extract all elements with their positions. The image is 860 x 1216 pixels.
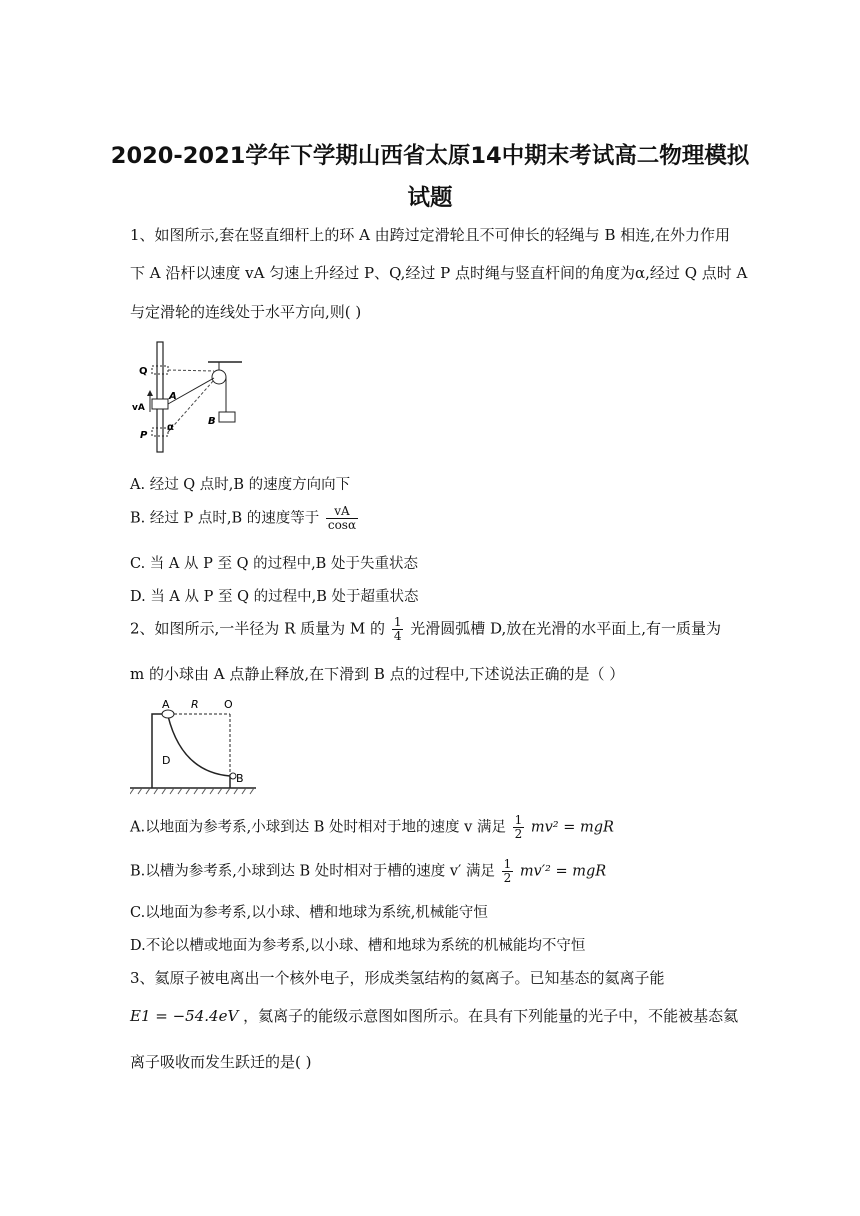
fig1-label-a: A [169, 391, 177, 402]
q2-option-b-half-denominator: 2 [503, 871, 512, 885]
q1-option-b-text: B. 经过 P 点时,B 的速度等于 [130, 510, 320, 527]
fig1-label-va: vA [132, 403, 145, 413]
q2-text-line-1 [130, 616, 721, 643]
fig1-label-alpha: α [167, 422, 174, 433]
q1-option-b-fraction [326, 505, 358, 532]
q2-option-d: D.不论以槽或地面为参考系,以小球、槽和地球为系统的机械能均不守恒 [130, 938, 586, 954]
fig2-label-a: A [162, 698, 170, 711]
q3-text-line-1: 3、氦原子被电离出一个核外电子，形成类氢结构的氦离子。已知基态的氦离子能 [130, 969, 665, 987]
q3-text-post: ，氦离子的能级示意图如图所示。在具有下列能量的光子中，不能被基态氦 [243, 1007, 739, 1025]
q1-option-a: A. 经过 Q 点时,B 的速度方向向下 [130, 477, 351, 493]
q2-option-a [130, 814, 614, 841]
q1-option-b-numerator: vA [326, 505, 358, 519]
q2-option-a-half-denominator: 2 [514, 827, 523, 841]
q2-arc-groove-figure [130, 694, 260, 798]
q2-text-post: 光滑圆弧槽 D,放在光滑的水平面上,有一质量为 [410, 619, 722, 638]
q2-quarter-numerator: 1 [393, 615, 402, 629]
q2-text-pre: 2、如图所示,一半径为 R 质量为 M 的 [130, 619, 386, 638]
fig1-label-q: Q [139, 366, 148, 377]
q1-option-b [130, 505, 360, 532]
q1-option-c: C. 当 A 从 P 至 Q 的过程中,B 处于失重状态 [130, 556, 418, 572]
q3-text-line-2 [130, 1005, 738, 1026]
q2-option-a-text: A.以地面为参考系,小球到达 B 处时相对于地的速度 v 满足 [130, 819, 506, 836]
q2-option-c: C.以地面为参考系,以小球、槽和地球为系统,机械能守恒 [130, 905, 488, 921]
q2-option-a-half-numerator: 1 [514, 813, 523, 827]
q2-quarter-fraction [392, 616, 404, 643]
q1-text-line-1: 1、如图所示,套在竖直细杆上的环 A 由跨过定滑轮且不可伸长的轻绳与 B 相连,在外力作用 [130, 226, 731, 244]
q3-text-line-3: 离子吸收而发生跃迁的是( ) [130, 1053, 312, 1071]
q1-pulley-figure [130, 340, 250, 454]
q1-text-line-3: 与定滑轮的连线处于水平方向,则( ) [130, 303, 362, 321]
q1-option-b-denominator: cosα [327, 518, 357, 532]
q2-text-line-2: m 的小球由 A 点静止释放,在下滑到 B 点的过程中,下述说法正确的是（ ） [130, 665, 625, 683]
title-line-2: 试题 [407, 185, 453, 211]
q2-option-a-half [513, 814, 525, 841]
fig2-label-d: D [162, 754, 171, 767]
q2-option-b-text: B.以槽为参考系,小球到达 B 处时相对于槽的速度 v′ 满足 [130, 863, 495, 880]
fig2-label-o: O [224, 698, 233, 711]
q1-text-line-2: 下 A 沿杆以速度 vA 匀速上升经过 P、Q,经过 P 点时绳与竖直杆间的角度为α,经过 Q 点时 A [130, 264, 748, 282]
title-line-1: 2020-2021学年下学期山西省太原14中期末考试高二物理模拟 [110, 143, 750, 169]
q2-option-b-equation: mv′² = mgR [519, 863, 607, 880]
q2-option-b-half [502, 858, 514, 885]
fig1-label-b: B [208, 416, 216, 427]
fig2-label-r: R [191, 698, 199, 711]
q2-quarter-denominator: 4 [393, 629, 402, 643]
q2-option-b-half-numerator: 1 [503, 857, 512, 871]
q2-option-a-equation: mv² = mgR [530, 819, 614, 836]
fig1-label-p: P [140, 430, 148, 441]
q2-option-b [130, 858, 606, 885]
q3-energy-equation: E1 = −54.4eV [130, 1007, 239, 1025]
q1-option-d: D. 当 A 从 P 至 Q 的过程中,B 处于超重状态 [130, 589, 419, 605]
fig2-label-b: B [236, 772, 244, 785]
